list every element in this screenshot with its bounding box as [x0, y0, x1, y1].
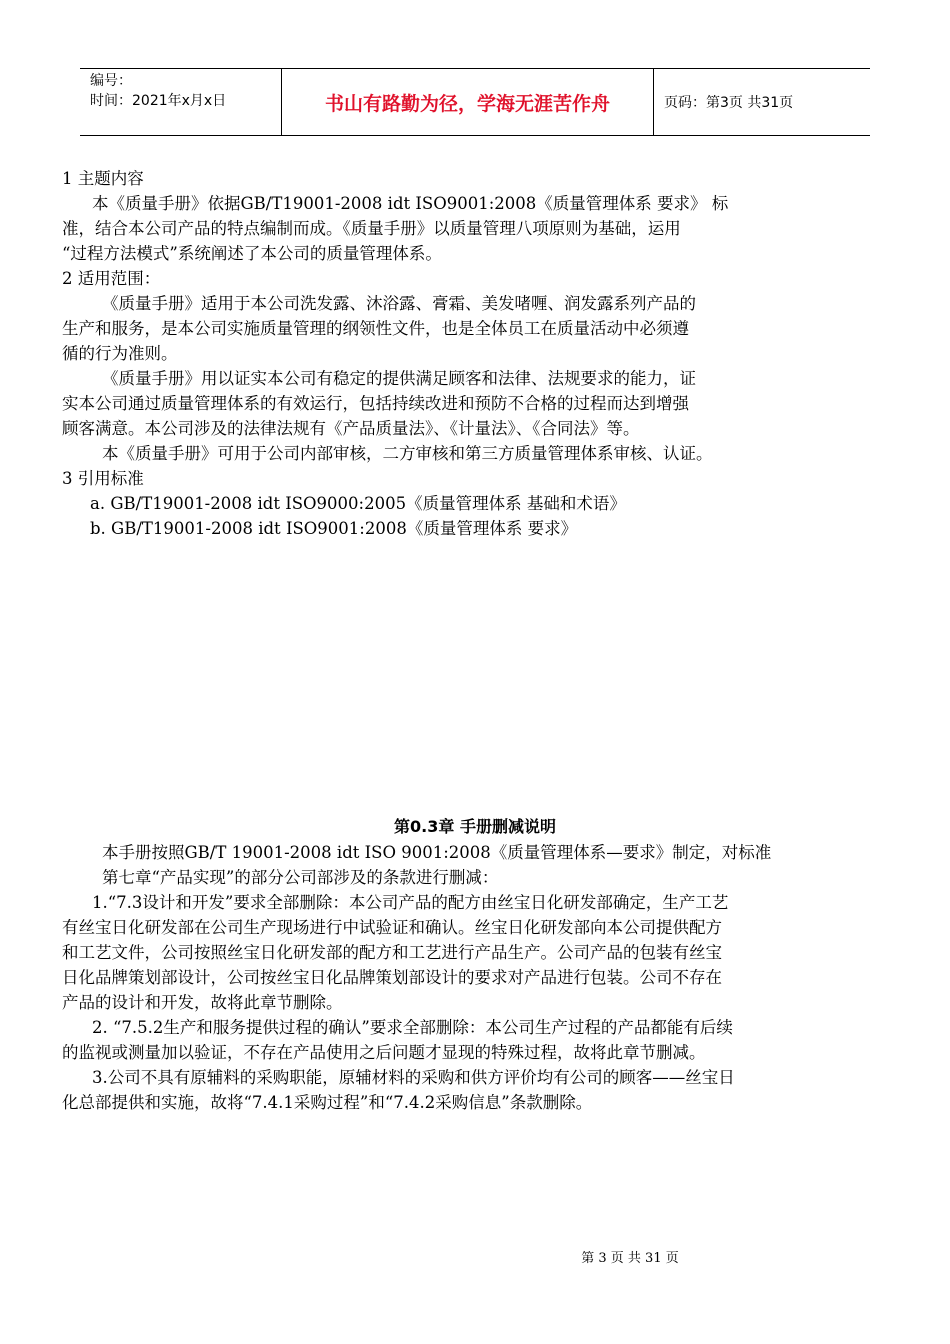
document-number-label: 编号： [90, 73, 132, 89]
section-2-line: 本《质量手册》可用于公司内部审核，二方审核和第三方质量管理体系审核、认证。 [102, 444, 713, 463]
page-footer: 第 3 页 共 31 页 [581, 1251, 679, 1266]
document-body-chapter [62, 840, 852, 1115]
section-2-line: 《质量手册》适用于本公司洗发露、沐浴露、膏霜、美发啫喱、润发露系列产品的 [102, 294, 696, 313]
chapter-title: 第0.3章 手册删减说明 [394, 817, 556, 836]
reference-standard-item: a. GB/T19001-2008 idt ISO9000:2005《质量管理体系 基础和术语》 [90, 494, 626, 513]
deletion-item-3-line: 3.公司不具有原辅料的采购职能，原辅材料的采购和供方评价均有公司的顾客——丝宝日 [92, 1068, 735, 1087]
section-1-title: 1 主题内容 [62, 169, 144, 188]
section-1-line: “过程方法模式”系统阐述了本公司的质量管理体系。 [62, 244, 442, 263]
deletion-item-1-line: 日化品牌策划部设计，公司按丝宝日化品牌策划部设计的要求对产品进行包装。公司不存在 [62, 968, 722, 987]
section-2-line: 生产和服务，是本公司实施质量管理的纲领性文件，也是全体员工在质量活动中必须遵 [62, 319, 689, 338]
document-body-top [62, 166, 802, 541]
section-3-title: 3 引用标准 [62, 469, 144, 488]
deletion-item-2-line: 2. “7.5.2生产和服务提供过程的确认”要求全部删除：本公司生产过程的产品都能有后续 [92, 1018, 733, 1037]
section-2-line: 《质量手册》用以证实本公司有稳定的提供满足顾客和法律、法规要求的能力，证 [102, 369, 696, 388]
document-date: 时间：2021年x月x日 [90, 93, 227, 109]
header-motto: 书山有路勤为径，学海无涯苦作舟 [324, 92, 610, 115]
chapter-intro-line: 本手册按照GB/T 19001-2008 idt ISO 9001:2008《质量管理体系—要求》制定，对标准 [102, 843, 772, 862]
deletion-item-1-line: 1.“7.3设计和开发”要求全部删除：本公司产品的配方由丝宝日化研发部确定，生产工艺 [92, 893, 729, 912]
section-2-title: 2 适用范围： [62, 269, 161, 288]
deletion-item-2-line: 的监视或测量加以验证，不存在产品使用之后问题才显现的特殊过程，故将此章节删减。 [62, 1043, 706, 1062]
section-1-line: 准，结合本公司产品的特点编制而成。《质量手册》以质量管理八项原则为基础，运用 [62, 219, 681, 238]
header-page-code: 页码：第3页 共31页 [664, 95, 794, 111]
deletion-item-1-line: 和工艺文件，公司按照丝宝日化研发部的配方和工艺进行产品生产。公司产品的包装有丝宝 [62, 943, 722, 962]
reference-standard-item: b. GB/T19001-2008 idt ISO9001:2008《质量管理体系 要求》 [90, 519, 578, 538]
deletion-item-3-line: 化总部提供和实施，故将“7.4.1采购过程”和“7.4.2采购信息”条款删除。 [62, 1093, 593, 1112]
page-header-table [80, 68, 870, 136]
section-2-line: 实本公司通过质量管理体系的有效运行，包括持续改进和预防不合格的过程而达到增强 [62, 394, 689, 413]
section-2-line: 顾客满意。本公司涉及的法律法规有《产品质量法》、《计量法》、《合同法》等。 [62, 419, 640, 438]
header-page-cell [654, 69, 870, 135]
section-2-line: 循的行为准则。 [62, 344, 178, 363]
deletion-item-1-line: 有丝宝日化研发部在公司生产现场进行中试验证和确认。丝宝日化研发部向本公司提供配方 [62, 918, 722, 937]
chapter-intro-line: 第七章“产品实现”的部分公司部涉及的条款进行删减： [102, 868, 499, 887]
header-info-cell [80, 69, 282, 135]
deletion-item-1-line: 产品的设计和开发，故将此章节删除。 [62, 993, 343, 1012]
header-motto-cell [282, 69, 654, 135]
section-1-line: 本《质量手册》依据GB/T19001-2008 idt ISO9001:2008《质量管理体系 要求》 标 [92, 194, 729, 213]
